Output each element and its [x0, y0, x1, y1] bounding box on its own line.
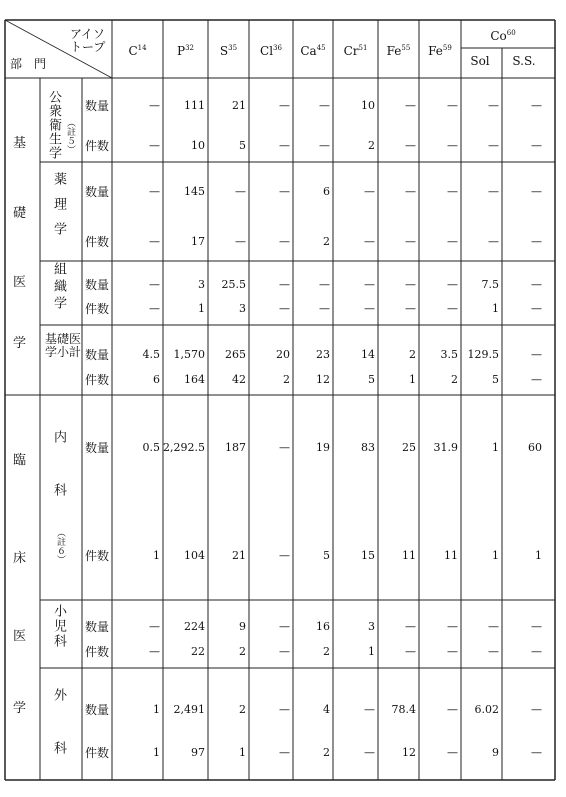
- table-cell: —: [488, 139, 499, 152]
- internal-note: （註６）: [55, 528, 65, 564]
- table-cell: 2: [409, 348, 416, 361]
- table-cell: 129.5: [467, 348, 499, 361]
- isotope-header-fe59: Fe$^{59}$: [428, 44, 452, 58]
- table-cell: —: [279, 235, 290, 248]
- table-cell: 1: [492, 549, 499, 562]
- table-cell: 2: [451, 373, 458, 386]
- table-cell: 104: [184, 549, 205, 562]
- table-cell: —: [279, 139, 290, 152]
- row-label-int_cnt: 件数: [85, 549, 110, 563]
- table-cell: 17: [191, 235, 205, 248]
- row-label-int_amt: 数量: [85, 441, 110, 455]
- table-cell: —: [447, 302, 458, 315]
- table-cell: —: [531, 185, 542, 198]
- table-cell: 1: [535, 549, 542, 562]
- table-cell: 145: [184, 185, 205, 198]
- table-cell: —: [235, 185, 246, 198]
- table-cell: —: [488, 185, 499, 198]
- table-cell: 60: [528, 441, 542, 454]
- table-cell: 2,292.5: [163, 441, 205, 454]
- table-cell: —: [364, 302, 375, 315]
- table-cell: 2: [239, 645, 246, 658]
- table-cell: —: [149, 139, 160, 152]
- table-cell: 1: [153, 746, 160, 759]
- public-health-note: （註５）: [65, 118, 75, 154]
- table-cell: 7.5: [481, 278, 499, 291]
- table-cell: —: [279, 99, 290, 112]
- table-cell: —: [405, 278, 416, 291]
- table-cell: —: [149, 620, 160, 633]
- group-basic-char: 学: [13, 336, 27, 351]
- subdept-pharmacology: 薬理学: [51, 172, 66, 247]
- table-cell: —: [531, 703, 542, 716]
- table-cell: —: [447, 645, 458, 658]
- table-cell: 9: [239, 620, 246, 633]
- table-cell: 42: [232, 373, 246, 386]
- isotope-header-cr51: Cr$^{51}$: [343, 44, 368, 58]
- table-cell: —: [531, 278, 542, 291]
- table-cell: —: [319, 278, 330, 291]
- table-cell: 20: [276, 348, 290, 361]
- table-cell: 224: [184, 620, 205, 633]
- subdept-pediatrics: 小児科: [51, 604, 66, 649]
- table-cell: 83: [361, 441, 375, 454]
- table-cell: 6: [153, 373, 160, 386]
- table-cell: 3: [239, 302, 246, 315]
- subdept-internal: 内科: [51, 430, 66, 536]
- table-cell: —: [531, 235, 542, 248]
- table-cell: —: [531, 302, 542, 315]
- row-label-ped_amt: 数量: [85, 620, 110, 634]
- table-cell: 11: [444, 549, 458, 562]
- row-label-pharm_cnt: 件数: [85, 235, 110, 249]
- table-cell: —: [405, 235, 416, 248]
- table-cell: —: [531, 373, 542, 386]
- table-cell: 1: [409, 373, 416, 386]
- row-label-bsub_amt: 数量: [85, 348, 110, 362]
- table-cell: 1: [492, 441, 499, 454]
- table-cell: —: [447, 235, 458, 248]
- table-cell: —: [235, 235, 246, 248]
- isotope-header-cl36: Cl$^{36}$: [260, 44, 282, 58]
- table-cell: —: [279, 441, 290, 454]
- table-cell: —: [319, 302, 330, 315]
- subdept-surgery: 外科: [51, 688, 66, 794]
- table-cell: 265: [225, 348, 246, 361]
- group-basic-char: 基: [13, 136, 27, 151]
- table-cell: 1: [198, 302, 205, 315]
- table-cell: —: [149, 99, 160, 112]
- table-cell: 12: [316, 373, 330, 386]
- table-cell: —: [149, 235, 160, 248]
- table-cell: 21: [232, 99, 246, 112]
- table-cell: 187: [225, 441, 246, 454]
- table-cell: —: [447, 99, 458, 112]
- table-cell: —: [279, 185, 290, 198]
- department-header-label: 部 門: [10, 57, 47, 71]
- table-cell: —: [364, 746, 375, 759]
- row-label-pharm_amt: 数量: [85, 185, 110, 199]
- row-label-ph_amt: 数量: [85, 99, 110, 113]
- group-basic-char: 礎: [13, 206, 27, 221]
- table-cell: 2: [239, 703, 246, 716]
- table-cell: —: [279, 620, 290, 633]
- table-cell: —: [405, 645, 416, 658]
- row-label-ped_cnt: 件数: [85, 645, 110, 659]
- table-cell: —: [531, 746, 542, 759]
- table-cell: —: [488, 99, 499, 112]
- isotope-header-co60: Co$^{60}$: [490, 29, 516, 43]
- group-clinical-char: 医: [13, 629, 27, 644]
- table-cell: —: [279, 645, 290, 658]
- table-cell: 5: [323, 549, 330, 562]
- table-cell: —: [149, 645, 160, 658]
- table-cell: 3: [368, 620, 375, 633]
- table-cell: 2: [323, 645, 330, 658]
- row-label-surg_cnt: 件数: [85, 746, 110, 760]
- group-clinical-char: 学: [13, 701, 27, 716]
- table-cell: —: [319, 99, 330, 112]
- group-clinical-char: 床: [13, 551, 27, 566]
- row-label-bsub_cnt: 件数: [85, 373, 110, 387]
- table-cell: 1: [368, 645, 375, 658]
- table-cell: —: [447, 746, 458, 759]
- table-cell: —: [405, 185, 416, 198]
- row-label-hist_cnt: 件数: [85, 302, 110, 316]
- table-cell: 97: [191, 746, 205, 759]
- table-cell: 11: [402, 549, 416, 562]
- table-cell: 10: [191, 139, 205, 152]
- isotope-header-ca45: Ca$^{45}$: [300, 44, 326, 58]
- table-cell: —: [279, 703, 290, 716]
- table-cell: 19: [316, 441, 330, 454]
- co-ss-header: S.S.: [512, 54, 536, 68]
- table-cell: —: [531, 99, 542, 112]
- table-cell: —: [447, 278, 458, 291]
- table-cell: 0.5: [142, 441, 160, 454]
- table-cell: 22: [191, 645, 205, 658]
- isotope-header-p32: $P^{32}$: [177, 44, 194, 58]
- table-cell: 164: [184, 373, 205, 386]
- table-cell: —: [279, 746, 290, 759]
- table-cell: 23: [316, 348, 330, 361]
- table-cell: —: [279, 278, 290, 291]
- table-cell: 14: [361, 348, 375, 361]
- table-cell: —: [149, 185, 160, 198]
- subdept-histology: 組織学: [51, 262, 66, 313]
- table-cell: 31.9: [433, 441, 458, 454]
- table-cell: 16: [316, 620, 330, 633]
- table-cell: 6.02: [474, 703, 499, 716]
- table-cell: 25: [402, 441, 416, 454]
- table-cell: —: [405, 302, 416, 315]
- table-cell: 25.5: [221, 278, 246, 291]
- subdept-public-health: 公衆衛生学: [46, 90, 61, 160]
- table-cell: 1: [239, 746, 246, 759]
- table-cell: —: [531, 139, 542, 152]
- table-cell: 3: [198, 278, 205, 291]
- table-cell: —: [488, 620, 499, 633]
- isotope-header-label: アイソトープ: [70, 27, 106, 54]
- table-cell: 78.4: [391, 703, 416, 716]
- table-cell: —: [319, 139, 330, 152]
- table-cell: —: [405, 139, 416, 152]
- table-cell: —: [405, 620, 416, 633]
- table-cell: 1,570: [173, 348, 205, 361]
- table-cell: —: [279, 302, 290, 315]
- table-cell: —: [279, 549, 290, 562]
- table-cell: —: [364, 278, 375, 291]
- table-cell: 2: [323, 235, 330, 248]
- table-cell: —: [531, 620, 542, 633]
- table-cell: —: [488, 645, 499, 658]
- table-cell: 2: [323, 746, 330, 759]
- table-cell: —: [405, 99, 416, 112]
- table-cell: —: [488, 235, 499, 248]
- row-label-hist_amt: 数量: [85, 278, 110, 292]
- table-cell: 21: [232, 549, 246, 562]
- table-cell: 10: [361, 99, 375, 112]
- subdept-basic-subtotal: 基礎医学小計: [45, 332, 82, 359]
- table-cell: —: [447, 620, 458, 633]
- table-cell: —: [364, 235, 375, 248]
- row-label-ph_cnt: 件数: [85, 139, 110, 153]
- isotope-header-fe55: Fe$^{55}$: [386, 44, 411, 58]
- table-cell: 4.5: [142, 348, 160, 361]
- table-cell: 3.5: [440, 348, 458, 361]
- table-cell: —: [149, 302, 160, 315]
- table-cell: —: [149, 278, 160, 291]
- table-cell: —: [447, 703, 458, 716]
- table-cell: 1: [153, 703, 160, 716]
- co-sol-header: Sol: [470, 54, 490, 68]
- table-cell: 5: [368, 373, 375, 386]
- table-cell: 2: [283, 373, 290, 386]
- table-cell: 2: [368, 139, 375, 152]
- table-cell: 111: [184, 99, 205, 112]
- table-cell: —: [447, 185, 458, 198]
- table-cell: —: [531, 645, 542, 658]
- table-cell: 12: [402, 746, 416, 759]
- table-cell: 5: [492, 373, 499, 386]
- row-label-surg_amt: 数量: [85, 703, 110, 717]
- table-cell: —: [447, 139, 458, 152]
- table-cell: 9: [492, 746, 499, 759]
- group-basic-char: 医: [13, 275, 27, 290]
- isotope-header-s35: $S^{35}$: [219, 44, 238, 58]
- table-cell: 4: [323, 703, 330, 716]
- isotope-header-c14: $C^{14}$: [128, 44, 147, 58]
- table-cell: —: [531, 348, 542, 361]
- table-cell: —: [364, 703, 375, 716]
- table-cell: 15: [361, 549, 375, 562]
- table-cell: 2,491: [173, 703, 205, 716]
- table-cell: 6: [323, 185, 330, 198]
- group-clinical-char: 臨: [13, 453, 27, 468]
- table-cell: 1: [492, 302, 499, 315]
- table-cell: 1: [153, 549, 160, 562]
- table-cell: 5: [239, 139, 246, 152]
- table-cell: —: [364, 185, 375, 198]
